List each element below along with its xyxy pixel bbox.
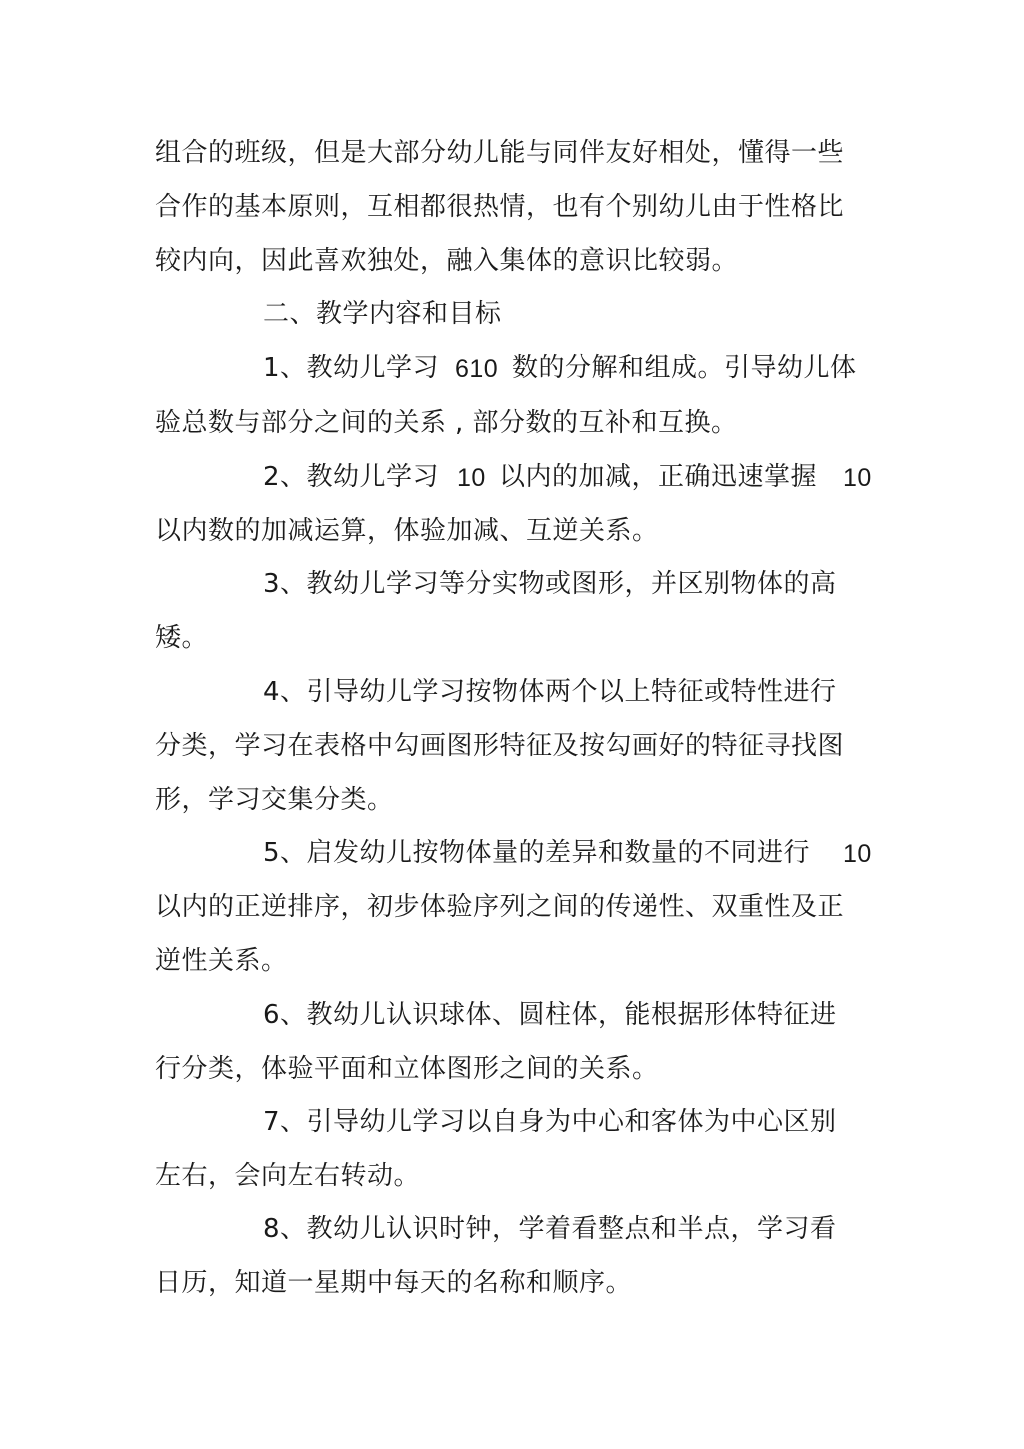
item-4-line3: 形，学习交集分类。	[155, 785, 394, 815]
item-2-number: 10	[457, 464, 486, 492]
item-7-line2: 左右，会向左右转动。	[155, 1161, 421, 1191]
item-4-line1: 4、引导幼儿学习按物体两个以上特征或特性进行	[263, 677, 837, 707]
item-2-rest: 以内的加减，正确迅速掌握	[499, 462, 818, 492]
item-1-line2b: , 部分数的互补和互换。	[455, 408, 738, 438]
item-3-line1: 3、教幼儿学习等分实物或图形，并区别物体的高	[263, 569, 837, 599]
intro-line-1: 组合的班级，但是大部分幼儿能与同伴友好相处，懂得一些	[155, 138, 845, 168]
item-7-line1: 7、引导幼儿学习以自身为中心和客体为中心区别	[263, 1107, 837, 1137]
item-5-line1: 5、启发幼儿按物体量的差异和数量的不同进行	[263, 838, 811, 868]
item-2-prefix: 2、教幼儿学习	[263, 462, 440, 492]
intro-line-2: 合作的基本原则，互相都很热情，也有个别幼儿由于性格比	[155, 192, 845, 222]
item-1-number: 610	[455, 355, 499, 383]
item-1-line2a: 验总数与部分之间的关系	[155, 408, 447, 438]
item-4-line2: 分类，学习在表格中勾画图形特征及按勾画好的特征寻找图	[155, 731, 845, 761]
item-3-line2: 矮。	[155, 623, 209, 653]
item-5-number: 10	[843, 840, 872, 868]
item-2-number2: 10	[843, 464, 872, 492]
section-heading: 二、教学内容和目标	[263, 299, 502, 329]
item-2-line2: 以内数的加减运算，体验加减、互逆关系。	[155, 516, 659, 546]
item-6-line1: 6、教幼儿认识球体、圆柱体，能根据形体特征进	[263, 1000, 837, 1030]
item-5-line2: 以内的正逆排序，初步体验序列之间的传递性、双重性及正	[155, 892, 845, 922]
item-1-rest: 数的分解和组成。引导幼儿体	[512, 353, 857, 383]
intro-line-3: 较内向，因此喜欢独处，融入集体的意识比较弱。	[155, 246, 739, 276]
item-1-prefix: 1、教幼儿学习	[263, 353, 440, 383]
item-8-line1: 8、教幼儿认识时钟，学着看整点和半点，学习看	[263, 1214, 837, 1244]
item-6-line2: 行分类，体验平面和立体图形之间的关系。	[155, 1054, 659, 1084]
item-5-line3: 逆性关系。	[155, 946, 288, 976]
item-8-line2: 日历，知道一星期中每天的名称和顺序。	[155, 1268, 633, 1298]
